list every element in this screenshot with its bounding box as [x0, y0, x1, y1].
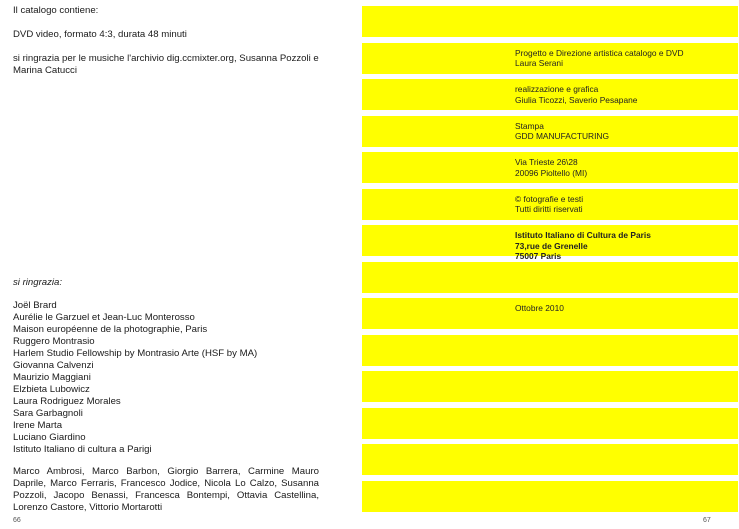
list-item: Ruggero Montrasio: [13, 336, 95, 347]
credit-text: [515, 194, 583, 215]
catalog-heading: Il catalogo contiene:: [13, 5, 99, 16]
names-paragraph: Marco Ambrosi, Marco Barbon, Giorgio Barrera, Carmine Mauro Daprile, Marco Ferraris, Francesco Jodice, Nicola Lo Calzo, Susanna Pozzoli, Jacopo Benassi, Francesca Bontempi, Ottavia Castellina, Lorenzo Castore, Vittorio Mortarotti: [13, 466, 319, 513]
credit-line: 20096 Pioltello (MI): [515, 167, 588, 178]
credit-band: [362, 189, 738, 220]
credit-line: © fotografie e testi: [515, 193, 584, 204]
thanks-list: [13, 300, 257, 456]
credit-band: [362, 481, 738, 512]
credit-line: Istituto Italiano di Cultura de Paris: [515, 230, 651, 240]
credit-line: Tutti diritti riservati: [515, 204, 583, 214]
credit-band: [362, 43, 738, 74]
credit-band: [362, 262, 738, 293]
credit-text: [515, 84, 637, 105]
credit-line: Laura Serani: [515, 58, 563, 68]
left-page: [0, 0, 360, 529]
page-number-right: 67: [703, 517, 711, 524]
credit-line: Via Trieste 26\28: [515, 157, 578, 167]
credit-text: [515, 121, 609, 142]
credit-band: [362, 408, 738, 439]
credit-band: [362, 298, 738, 329]
credit-line: realizzazione e grafica: [515, 84, 599, 94]
list-item: Laura Rodriguez Morales: [13, 396, 121, 407]
credit-line: Stampa: [515, 120, 544, 131]
page-number-left: 66: [13, 517, 21, 524]
list-item: Maurizio Maggiani: [13, 372, 91, 383]
credit-band: [362, 444, 738, 475]
credit-line: Progetto e Direzione artistica catalogo e DVD: [515, 47, 684, 58]
credit-line: 73,rue de Grenelle: [515, 240, 588, 251]
credit-line: Ottobre 2010: [515, 303, 564, 313]
credit-line: 75007 Paris: [515, 251, 562, 261]
credit-band: [362, 6, 738, 37]
right-page: [360, 0, 739, 529]
dvd-info: DVD video, formato 4:3, durata 48 minuti: [13, 29, 187, 40]
list-item: Giovanna Calvenzi: [13, 360, 94, 371]
credit-band: [362, 335, 738, 366]
credit-text: [515, 48, 684, 69]
credit-band: [362, 225, 738, 261]
credit-text: [515, 230, 651, 262]
credit-band: [362, 116, 738, 147]
list-item: Joël Brard: [13, 300, 57, 311]
music-credit: si ringrazia per le musiche l'archivio dig.ccmixter.org, Susanna Pozzoli e Marina Catucci: [13, 53, 319, 76]
credit-text: [515, 303, 564, 314]
credit-band: [362, 371, 738, 402]
list-item: Sara Garbagnoli: [13, 408, 83, 419]
credit-line: Giulia Ticozzi, Saverio Pesapane: [515, 94, 638, 105]
list-item: Luciano Giardino: [13, 432, 86, 443]
credit-band: [362, 79, 738, 110]
list-item: Harlem Studio Fellowship by Montrasio Arte (HSF by MA): [13, 348, 258, 359]
credit-line: GDD MANUFACTURING: [515, 131, 609, 141]
list-item: Istituto Italiano di cultura a Parigi: [13, 444, 152, 455]
list-item: Elzbieta Lubowicz: [13, 384, 90, 395]
credit-band: [362, 152, 738, 183]
credit-text: [515, 157, 587, 178]
list-item: Aurélie le Garzuel et Jean-Luc Monterosso: [13, 312, 195, 323]
list-item: Maison européenne de la photographie, Paris: [13, 324, 208, 335]
thanks-heading: si ringrazia:: [13, 277, 63, 288]
list-item: Irene Marta: [13, 420, 63, 431]
